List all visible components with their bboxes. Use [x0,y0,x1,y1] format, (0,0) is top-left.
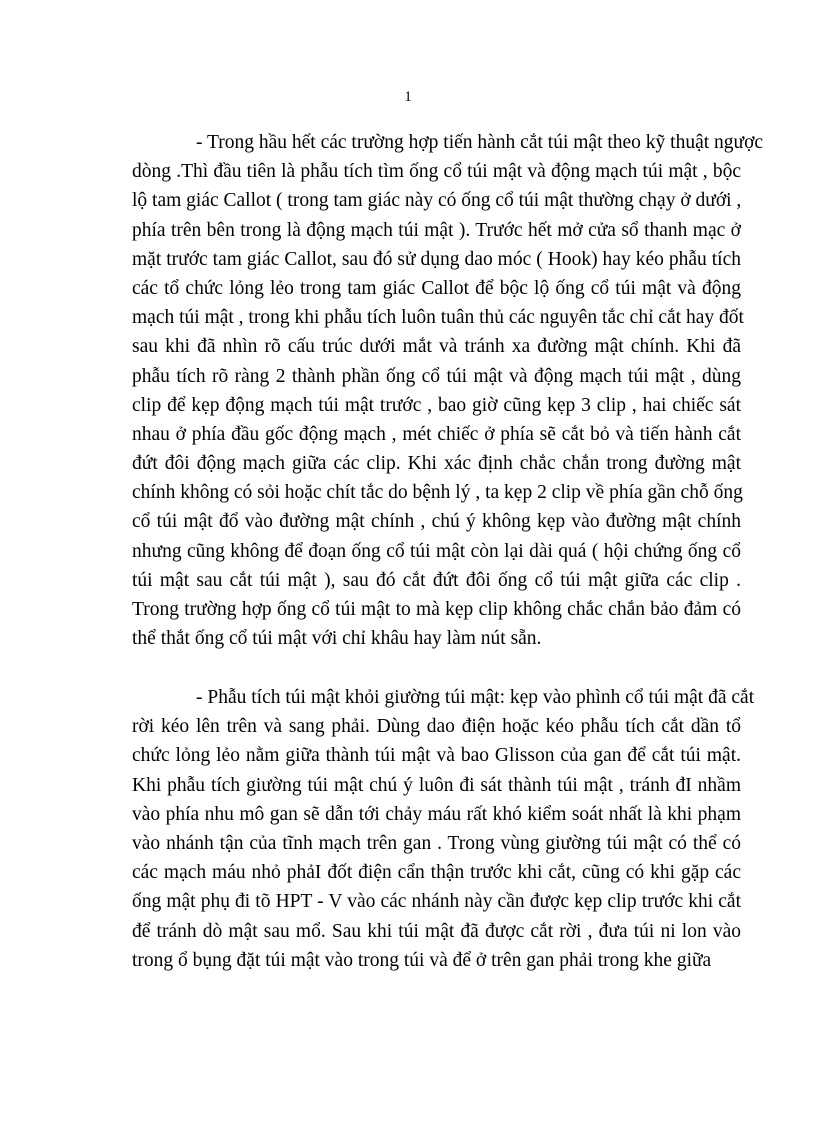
paragraph-1-line: clip để kẹp động mạch túi mật trước , bao giờ cũng kẹp 3 clip , hai chiếc sát [132,394,741,416]
paragraph-1 [132,128,764,653]
paragraph-1-line: lộ tam giác Callot ( trong tam giác này có ống cổ túi mật thường chạy ở dưới , [132,190,742,212]
paragraph-1-line: nhưng cũng không để đoạn ống cổ túi mật còn lại dài quá ( hội chứng ống cổ [132,540,741,562]
paragraph-1-line: mạch túi mật , trong khi phẫu tích luôn tuân thủ các nguyên tắc chỉ cắt hay đốt [132,307,744,329]
paragraph-1-line: phẫu tích rõ ràng 2 thành phần ống cổ túi mật và động mạch túi mật , dùng [132,365,741,387]
paragraph-1-line: sau khi đã nhìn rõ cấu trúc dưới mắt và tránh xa đường mật chính. Khi đã [132,336,741,358]
paragraph-1-line: túi mật sau cắt túi mật ), sau đó cắt đứt đôi ống cổ túi mật giữa các clip . [132,569,741,591]
paragraph-2-line: ống mật phụ đi tõ HPT - V vào các nhánh này cần được kẹp clip trước khi cắt [132,891,741,913]
paragraph-2-line: - Phẫu tích túi mật khỏi giường túi mật: kẹp vào phình cổ túi mật đã cắt [196,687,755,708]
paragraph-1-line: đứt đôi động mạch giữa các clip. Khi xác định chắc chắn trong đường mật [132,453,741,475]
paragraph-2-line: chức lỏng lẻo nằm giữa thành túi mật và bao Glisson của gan để cắt túi mật. [132,745,741,767]
paragraph-1-line: mặt trước tam giác Callot, sau đó sử dụng dao móc ( Hook) hay kéo phẫu tích [132,248,741,270]
page-number: 1 [404,89,412,105]
paragraph-1-line: thể thắt ống cổ túi mật với chỉ khâu hay làm nút sẵn. [132,628,542,650]
paragraph-2 [132,683,755,975]
paragraph-2-line: vào phía nhu mô gan sẽ dẫn tới chảy máu rất khó kiểm soát nhất là khi phạm [132,803,741,825]
paragraph-1-line: chính không có sỏi hoặc chít tắc do bệnh lý , ta kẹp 2 clip về phía gần chỗ ống [132,482,743,504]
paragraph-2-line: rời kéo lên trên và sang phải. Dùng dao điện hoặc kéo phẫu tích cắt dần tổ [132,716,741,738]
paragraph-1-line: dòng .Thì đầu tiên là phẫu tích tìm ống cổ túi mật và động mạch túi mật , bộc [132,161,741,183]
paragraph-1-line: phía trên bên trong là động mạch túi mật ). Trước hết mở cửa sổ thanh mạc ở [132,219,741,241]
paragraph-2-line: vào nhánh tận của tĩnh mạch trên gan . Trong vùng giường túi mật có thể có [132,832,741,854]
paragraph-1-line: cổ túi mật đổ vào đường mật chính , chú ý không kẹp vào đường mật chính [132,511,741,533]
paragraph-1-line: nhau ở phía đầu gốc động mạch , mét chiếc ở phía sẽ cắt bỏ và tiến hành cắt [132,423,741,445]
paragraph-2-line: để tránh dò mật sau mổ. Sau khi túi mật đã được cắt rời , đưa túi ni lon vào [132,920,741,942]
paragraph-1-line: các tổ chức lỏng lẻo trong tam giác Callot để bộc lộ ống cổ túi mật và động [132,277,741,299]
paragraph-2-line: các mạch máu nhỏ phảI đốt điện cẩn thận trước khi cắt, cũng có khi gặp các [132,862,741,884]
paragraph-2-line: trong ổ bụng đặt túi mật vào trong túi và để ở trên gan phải trong khe giữa [132,949,712,971]
paragraph-1-line: Trong trường hợp ống cổ túi mật to mà kẹp clip không chắc chắn bảo đảm có [132,599,741,620]
paragraph-1-line: - Trong hầu hết các trường hợp tiến hành cắt túi mật theo kỹ thuật ngược [196,132,764,153]
paragraph-2-line: Khi phẫu tích giường túi mật chú ý luôn đi sát thành túi mật , tránh đI nhầm [132,774,741,796]
